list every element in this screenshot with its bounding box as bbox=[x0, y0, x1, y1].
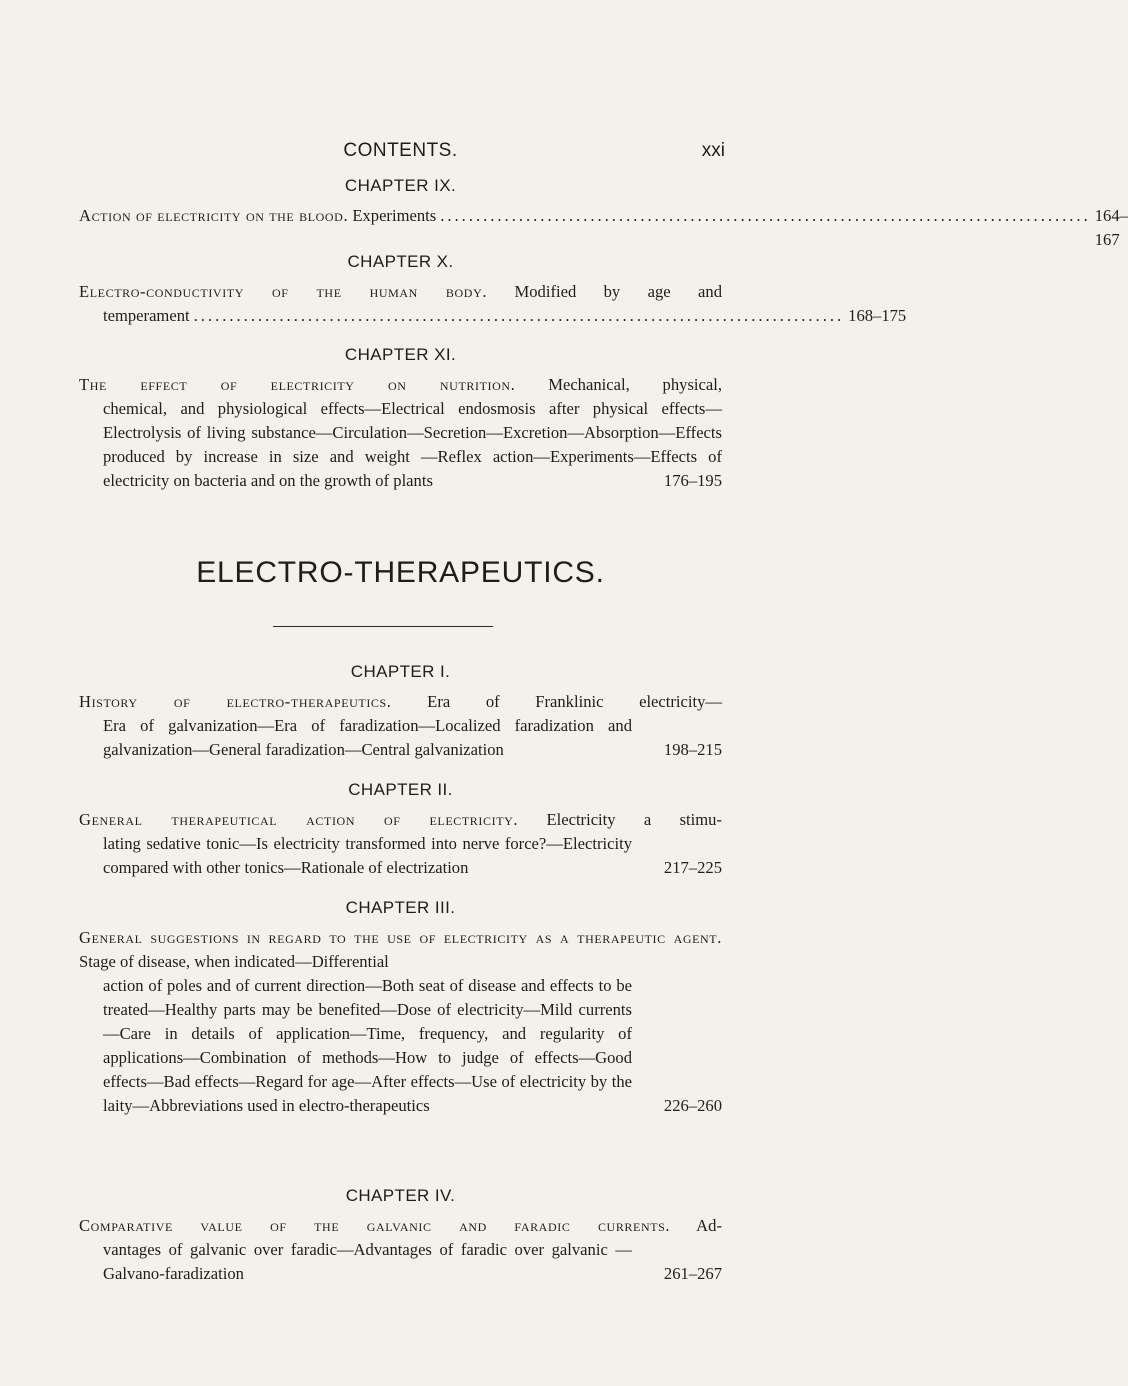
page-range: 164–167 bbox=[1094, 206, 1128, 249]
chapter-summary: Stage of disease, when indicated—Differential bbox=[79, 952, 389, 971]
chapter-title: General therapeutical action of electricity. bbox=[79, 810, 519, 829]
chapter-heading: CHAPTER IX. bbox=[344, 176, 457, 195]
chapter-summary-continued: chemical, and physiological effects—Electrical endosmosis after physical effects—Electrolysis of living substance—Circulation—Secretion—Excretion—Absorption—Effects produced by increase in size and weight —Reflex action—Experiments—Effects of electricity on bacteria and on the growth of plants bbox=[103, 399, 722, 490]
chapter-title: Comparative value of the galvanic and faradic currents. bbox=[79, 1216, 671, 1235]
chapter-heading: CHAPTER I. bbox=[350, 662, 451, 681]
chapter-entry bbox=[79, 280, 907, 328]
chapter-summary: Electricity a stimu- bbox=[518, 810, 722, 829]
chapter-entry bbox=[79, 204, 1128, 252]
chapter-summary: Era of Franklinic electricity— bbox=[391, 692, 723, 711]
chapter-entry bbox=[79, 690, 722, 762]
toc-entry-chapter-ii bbox=[79, 780, 722, 880]
page-number: xxi bbox=[701, 140, 725, 161]
part-title: ELECTRO-THERAPEUTICS. bbox=[196, 556, 605, 589]
toc-entry-chapter-iii bbox=[79, 898, 722, 1118]
chapter-summary-continued: action of poles and of current direction—Both seat of disease and effects to be treated—Healthy parts may be benefited—Dose of electricity—Mild currents—Care in details of application—Time, frequency, and regularity of applications—Combination of methods—How to judge of effects—Good effects—Bad effects—Regard for age—After effects—Use of electricity by the laity—Abbreviations used in electro-therapeutics bbox=[103, 976, 632, 1115]
toc-entry-chapter-iv bbox=[79, 1186, 722, 1286]
page-range: 198–215 bbox=[663, 740, 722, 759]
page-range: 217–225 bbox=[663, 858, 722, 877]
chapter-entry bbox=[79, 1214, 722, 1286]
chapter-summary: Modified by age and bbox=[487, 282, 722, 301]
page-header bbox=[0, 140, 801, 170]
chapter-summary-continued: vantages of galvanic over faradic—Advantages of faradic over galvanic —Galvano-faradization bbox=[103, 1240, 632, 1283]
chapter-title: Electro-conductivity of the human body. bbox=[79, 282, 488, 301]
chapter-summary-continued: Era of galvanization—Era of faradization—Localized faradization and galvanization—General faradization—Central galvanization bbox=[103, 716, 632, 759]
chapter-title: General suggestions in regard to the use of electricity as a therapeutic agent. bbox=[79, 928, 722, 947]
chapter-title: The effect of electricity on nutrition. bbox=[79, 375, 516, 394]
leader-dots: ........................................................................................... bbox=[440, 206, 1091, 225]
chapter-title: Action of electricity on the blood. bbox=[79, 206, 349, 225]
toc-entry-chapter-x bbox=[79, 252, 907, 328]
chapter-heading: CHAPTER III. bbox=[345, 898, 456, 917]
chapter-entry bbox=[79, 808, 722, 880]
chapter-heading: CHAPTER II. bbox=[348, 780, 453, 799]
chapter-summary-continued: temperament bbox=[103, 306, 190, 325]
chapter-title: History of electro-therapeutics. bbox=[79, 692, 392, 711]
page-range: 168–175 bbox=[848, 306, 907, 325]
page-range: 261–267 bbox=[663, 1264, 722, 1283]
toc-entry-chapter-i bbox=[79, 662, 722, 762]
chapter-entry bbox=[79, 926, 722, 1118]
page-range: 176–195 bbox=[663, 471, 722, 490]
chapter-heading: CHAPTER IV. bbox=[345, 1186, 456, 1205]
chapter-summary-continued: lating sedative tonic—Is electricity transformed into nerve force?—Electricity compared with other tonics—Rationale of electrization bbox=[103, 834, 632, 877]
chapter-heading: CHAPTER X. bbox=[347, 252, 454, 271]
toc-entry-chapter-xi bbox=[79, 345, 722, 493]
running-head: CONTENTS. bbox=[343, 140, 458, 161]
chapter-summary: Ad- bbox=[670, 1216, 722, 1235]
chapter-summary: Experiments bbox=[348, 206, 437, 225]
leader-dots: ........................................................................................... bbox=[193, 306, 845, 325]
divider-rule bbox=[273, 626, 493, 627]
toc-entry-chapter-ix bbox=[79, 176, 1128, 252]
chapter-summary: Mechanical, physical, bbox=[515, 375, 722, 394]
chapter-heading: CHAPTER XI. bbox=[344, 345, 457, 364]
chapter-entry bbox=[79, 373, 722, 493]
page-range: 226–260 bbox=[663, 1096, 722, 1115]
